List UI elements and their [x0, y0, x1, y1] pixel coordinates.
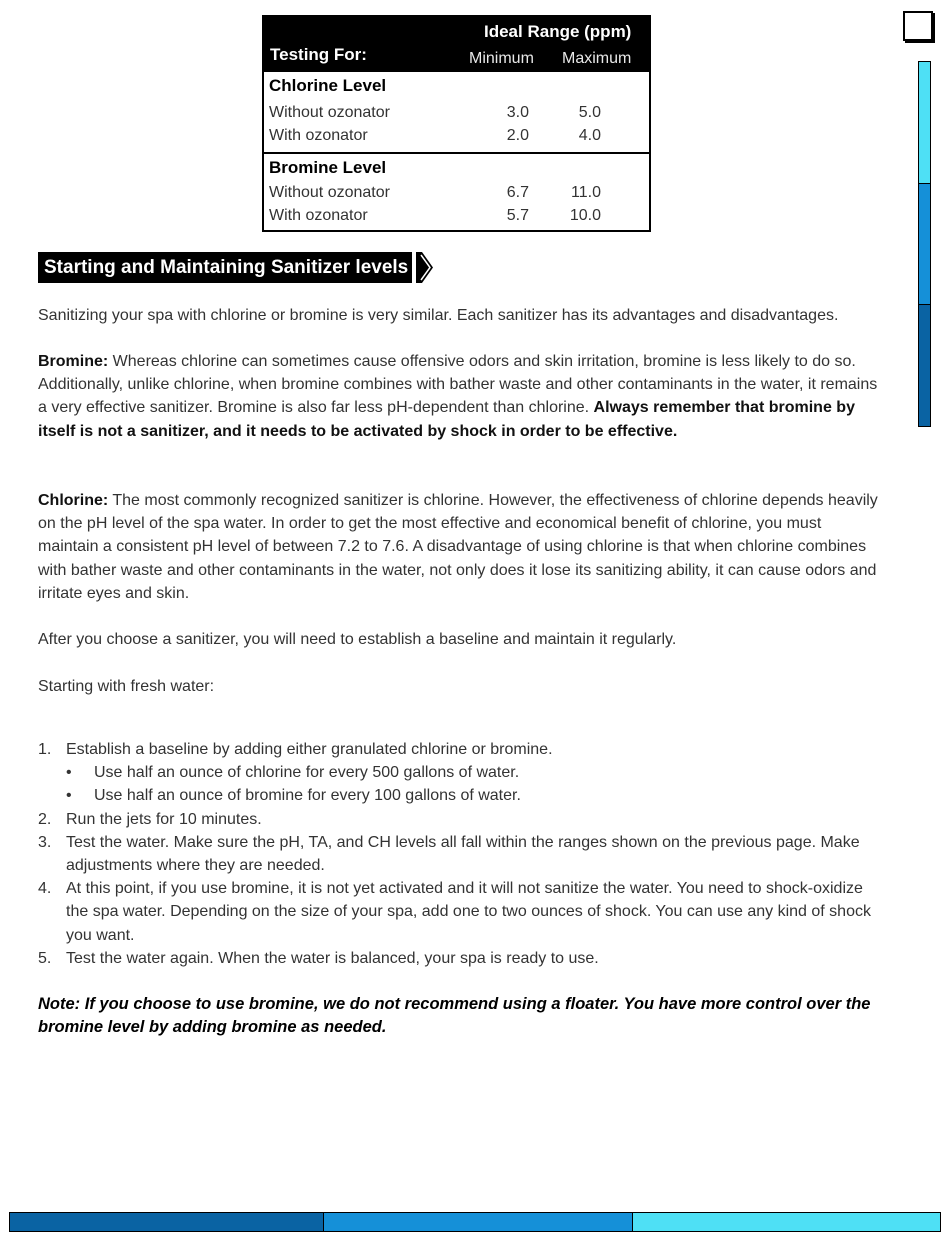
side-bar-dark-segment [919, 304, 930, 426]
chevron-right-icon [416, 252, 434, 283]
intro-paragraph: Sanitizing your spa with chlorine or bromine is very similar. Each sanitizer has its advantages and disadvantages. [38, 307, 839, 324]
bottom-bar-medium-segment [323, 1213, 632, 1231]
list-item [38, 877, 878, 947]
bottom-bar-dark-segment [10, 1213, 323, 1231]
step-number: 4. [38, 880, 52, 898]
ideal-range-table [262, 15, 651, 232]
step-text: Run the jets for 10 minutes. [66, 810, 262, 828]
row-label: Without ozonator [269, 184, 390, 201]
bromine-text: Whereas chlorine can sometimes cause offensive odors and skin irritation, bromine is less likely to do so. Additionally, unlike chlorine, when bromine combines with bather waste and other contaminants in the water, it remains a very effective sanitizer. Bromine is also far less pH-dependent than chlorine. [38, 353, 878, 417]
row-label: With ozonator [269, 207, 368, 224]
section-heading: Starting and Maintaining Sanitizer levels [38, 252, 412, 283]
step-number: 1. [38, 741, 52, 758]
testing-for-heading: Testing For: [270, 45, 367, 64]
step-text: Establish a baseline by adding either granulated chlorine or bromine. [66, 741, 553, 758]
table-row [269, 127, 639, 149]
step-number: 3. [38, 833, 52, 851]
sub-item-text: Use half an ounce of bromine for every 100 gallons of water. [94, 787, 521, 805]
minimum-column-header: Minimum [469, 50, 534, 67]
sub-list-item [38, 761, 878, 784]
bottom-bar-light-segment [632, 1213, 940, 1231]
starting-paragraph: Starting with fresh water: [38, 678, 215, 695]
row-max: 5.0 [578, 104, 601, 121]
list-item [38, 738, 878, 761]
row-min: 6.7 [506, 184, 529, 201]
corner-square-icon [903, 11, 933, 41]
bromine-paragraph [38, 350, 878, 443]
list-item [38, 947, 878, 970]
ideal-range-heading: Ideal Range (ppm) [484, 22, 632, 41]
side-color-bar [918, 61, 931, 427]
step-number: 2. [38, 810, 52, 828]
row-max: 4.0 [578, 127, 601, 144]
list-item [38, 808, 878, 831]
row-min: 3.0 [506, 104, 529, 121]
step-text: Test the water. Make sure the pH, TA, and CH levels all fall within the ranges shown on the previous page. Make adjustments where they are needed. [66, 833, 860, 875]
side-bar-medium-segment [919, 183, 930, 305]
steps-list [38, 738, 878, 970]
row-min: 5.7 [506, 207, 529, 224]
row-label: With ozonator [269, 127, 368, 144]
section-title: Bromine Level [269, 158, 387, 177]
table-row [269, 104, 639, 126]
bromine-bold-text: Always remember that bromine by itself is not a sanitizer, and it needs to be activated by shock in order to be effective. [38, 399, 855, 440]
sub-item-text: Use half an ounce of chlorine for every 500 gallons of water. [94, 764, 520, 782]
note-paragraph: Note: If you choose to use bromine, we do not recommend using a floater. You have more control over the bromine level by adding bromine as needed. [38, 995, 871, 1037]
step-text: Test the water again. When the water is balanced, your spa is ready to use. [66, 949, 599, 967]
sub-list-item [38, 784, 878, 807]
row-min: 2.0 [506, 127, 529, 144]
maximum-column-header: Maximum [562, 50, 632, 67]
bullet: • [66, 787, 72, 805]
table-header [264, 17, 649, 72]
step-number: 5. [38, 949, 52, 967]
bullet: • [66, 764, 72, 782]
list-item [38, 831, 878, 877]
table-row [269, 207, 639, 229]
row-max: 11.0 [571, 184, 601, 201]
chlorine-section [264, 72, 649, 152]
row-label: Without ozonator [269, 104, 390, 121]
bromine-section [264, 152, 649, 230]
bromine-label: Bromine: [38, 353, 109, 370]
step-text: At this point, if you use bromine, it is not yet activated and it will not sanitize the water. You need to shock-oxidize the spa water. Depending on the size of your spa, add one to two ounces of shock. You can use any kind of shock you want. [66, 880, 871, 944]
chlorine-label: Chlorine: [38, 492, 109, 509]
chlorine-text: The most commonly recognized sanitizer is chlorine. However, the effectiveness of chlorine depends heavily on the pH level of the spa water. In order to get the most effective and economical benefit of chlorine, you must maintain a consistent pH level of between 7.2 to 7.6. A disadvantage of using chlorine is that when chlorine combines with bather waste and other contaminants in the water, not only does it lose its sanitizing ability, it can cause odors and irritate eyes and skin. [38, 492, 878, 602]
side-bar-light-segment [919, 62, 930, 183]
chlorine-paragraph [38, 489, 878, 605]
table-row [269, 184, 639, 206]
baseline-paragraph: After you choose a sanitizer, you will need to establish a baseline and maintain it regularly. [38, 631, 677, 648]
row-max: 10.0 [569, 207, 601, 224]
bottom-color-bar [9, 1212, 941, 1232]
section-title: Chlorine Level [269, 76, 387, 95]
